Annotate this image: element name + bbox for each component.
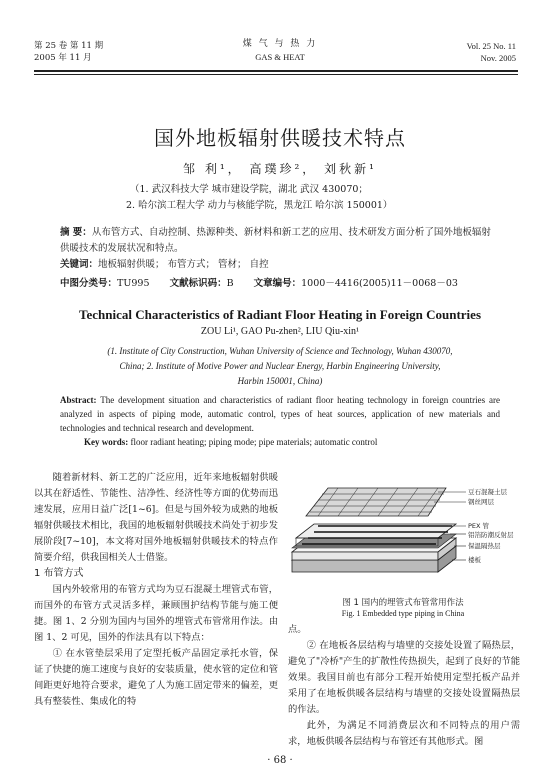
abstract-en	[60, 393, 500, 435]
keywords-en	[84, 437, 377, 447]
figure-caption-cn: 图 1 国内的埋管式布管常用作法	[342, 598, 464, 608]
affiliations-en	[60, 344, 500, 389]
figure-floor-layers	[288, 468, 518, 586]
clc-label: 中图分类号：	[60, 278, 118, 289]
section-heading: 1 布管方式	[34, 568, 84, 579]
affiliation-en-2: China; 2. Institute of Motive Power and Nuclear Energy, Harbin Engineering University,	[119, 361, 441, 371]
label-foil-layer: 铝箔防潮反射层	[468, 531, 514, 539]
header-rule-thin	[34, 74, 518, 75]
label-floor-slab: 楼板	[468, 556, 481, 564]
issue-date: 2005 年 11 月	[34, 53, 92, 63]
intro-paragraph: 随着新材料、新工艺的广泛应用，近年来地板辐射供暖以其在舒适性、节能性、洁净性、经济性等方面的优势而迅速发展，应用日益广泛[1~6]。但是与国外较为成熟的地板辐射供暖技术相比，我国的地板辐射供暖技术尚处于初步发展阶段[7~10]，本文将对国外地板辐射供暖技术的特点作简要介绍，供我国相关人士借鉴。	[34, 472, 278, 563]
abstract-cn-text: 从布管方式、自动控制、热源种类、新材料和新工艺的应用、技术研发方面分析了国外地板辐射供暖技术的发展状况和特点。	[60, 227, 491, 254]
abstract-en-text: The development situation and characteristics of radiant floor heating technology in foreign countries are analyzed in aspects of piping mode, automatic control, types of heat sources, application of new materials and technologies and technical research and development.	[60, 395, 500, 433]
authors-cn: 邹 利¹， 高璞珍²， 刘秋新¹	[183, 162, 377, 176]
volume-issue-en: Vol. 25 No. 11	[466, 41, 516, 51]
article-number-value: 1000－4416(2005)11－0068－03	[301, 278, 458, 289]
paper-title-cn: 国外地板辐射供暖技术特点	[154, 126, 406, 150]
affiliation-en-1: (1. Institute of City Construction, Wuhan University of Science and Technology, Wuhan 430070,	[107, 346, 453, 356]
journal-volume-en	[467, 40, 516, 64]
affiliation-en-3: Harbin 150001, China)	[237, 376, 323, 386]
figure-caption-en: Fig. 1 Embedded type piping in China	[341, 609, 465, 618]
journal-name-en: GAS & HEAT	[255, 52, 305, 62]
abstract-cn-label: 摘 要：	[60, 227, 92, 238]
keywords-cn	[60, 257, 500, 273]
body-paragraph-5: 此外，为满足不同消费层次和不同特点的用户需求，地板供暖各层结构与布管还有其他形式。图	[288, 720, 520, 747]
abstract-cn	[60, 225, 500, 273]
doc-code-value: B	[226, 278, 234, 289]
page-number: · 68 ·	[267, 755, 293, 766]
body-left-column	[34, 470, 278, 710]
clc-value: TU995	[117, 278, 150, 289]
floor-layers-diagram	[288, 468, 518, 586]
body-paragraph-4: ② 在地板各层结构与墙壁的交接处设置了隔热层，避免了"冷桥"产生的扩散性传热损失，起到了良好的节能效果。我国目前也有部分工程开始使用定型托板产品并采用了在地板供暖各层结构与墙壁的交接处设置隔热层的作法。	[288, 640, 520, 715]
keywords-en-text: floor radiant heating; piping mode; pipe materials; automatic control	[130, 437, 378, 447]
affiliation-cn-1: （1. 武汉科技大学 城市建设学院，湖北 武汉 430070；	[130, 184, 368, 195]
body-paragraph-2: 国内外较常用的布管方式均为豆石混凝土埋管式布管，而国外的布管方式灵活多样，兼顾围护结构节能与施工便捷。图 1、2 分别为国内与国外的埋管式布管常用作法。由图 1、2 可见，国外的作法具有以下特点：	[34, 584, 278, 643]
paper-title-en: Technical Characteristics of Radiant Floor Heating in Foreign Countries	[78, 307, 482, 322]
affiliation-cn-2: 2. 哈尔滨工程大学 动力与核能学院，黑龙江 哈尔滨 150001）	[126, 200, 393, 211]
classification-line	[60, 275, 500, 289]
header-rule	[34, 70, 518, 72]
keywords-cn-label: 关键词：	[60, 259, 99, 270]
doc-code-label: 文献标识码：	[169, 278, 227, 289]
body-right-column	[288, 622, 520, 750]
body-continuation: 点。	[288, 624, 307, 635]
article-number-label: 文章编号：	[253, 278, 302, 289]
keywords-cn-text: 地板辐射供暖； 布管方式； 管材； 自控	[98, 259, 269, 270]
label-concrete-layer: 豆石混凝土层	[468, 488, 507, 496]
issue-date-en: Nov. 2005	[480, 53, 516, 63]
authors-en: ZOU Li¹, GAO Pu-zhen², LIU Qiu-xin¹	[200, 326, 360, 337]
body-paragraph-3: ① 在水管垫层采用了定型托板产品固定承托水管，保证了快捷的施工速度与良好的安装质量，使水管的定位和管间距更好地符合要求，避免了人为施工固定带来的偏差，更具有整装性、集成化的特	[34, 648, 278, 707]
label-insulation-layer: 保温隔热层	[468, 542, 501, 550]
keywords-en-label: Key words:	[84, 437, 129, 447]
label-pex-pipe: PEX 管	[468, 522, 490, 530]
abstract-en-label: Abstract:	[60, 395, 97, 405]
label-wire-mesh: 钢丝网层	[468, 498, 494, 506]
affiliations-cn	[126, 182, 393, 214]
volume-issue: 第 25 卷 第 11 期	[34, 41, 104, 51]
journal-name-cn: 煤 气 与 热 力	[242, 39, 318, 49]
